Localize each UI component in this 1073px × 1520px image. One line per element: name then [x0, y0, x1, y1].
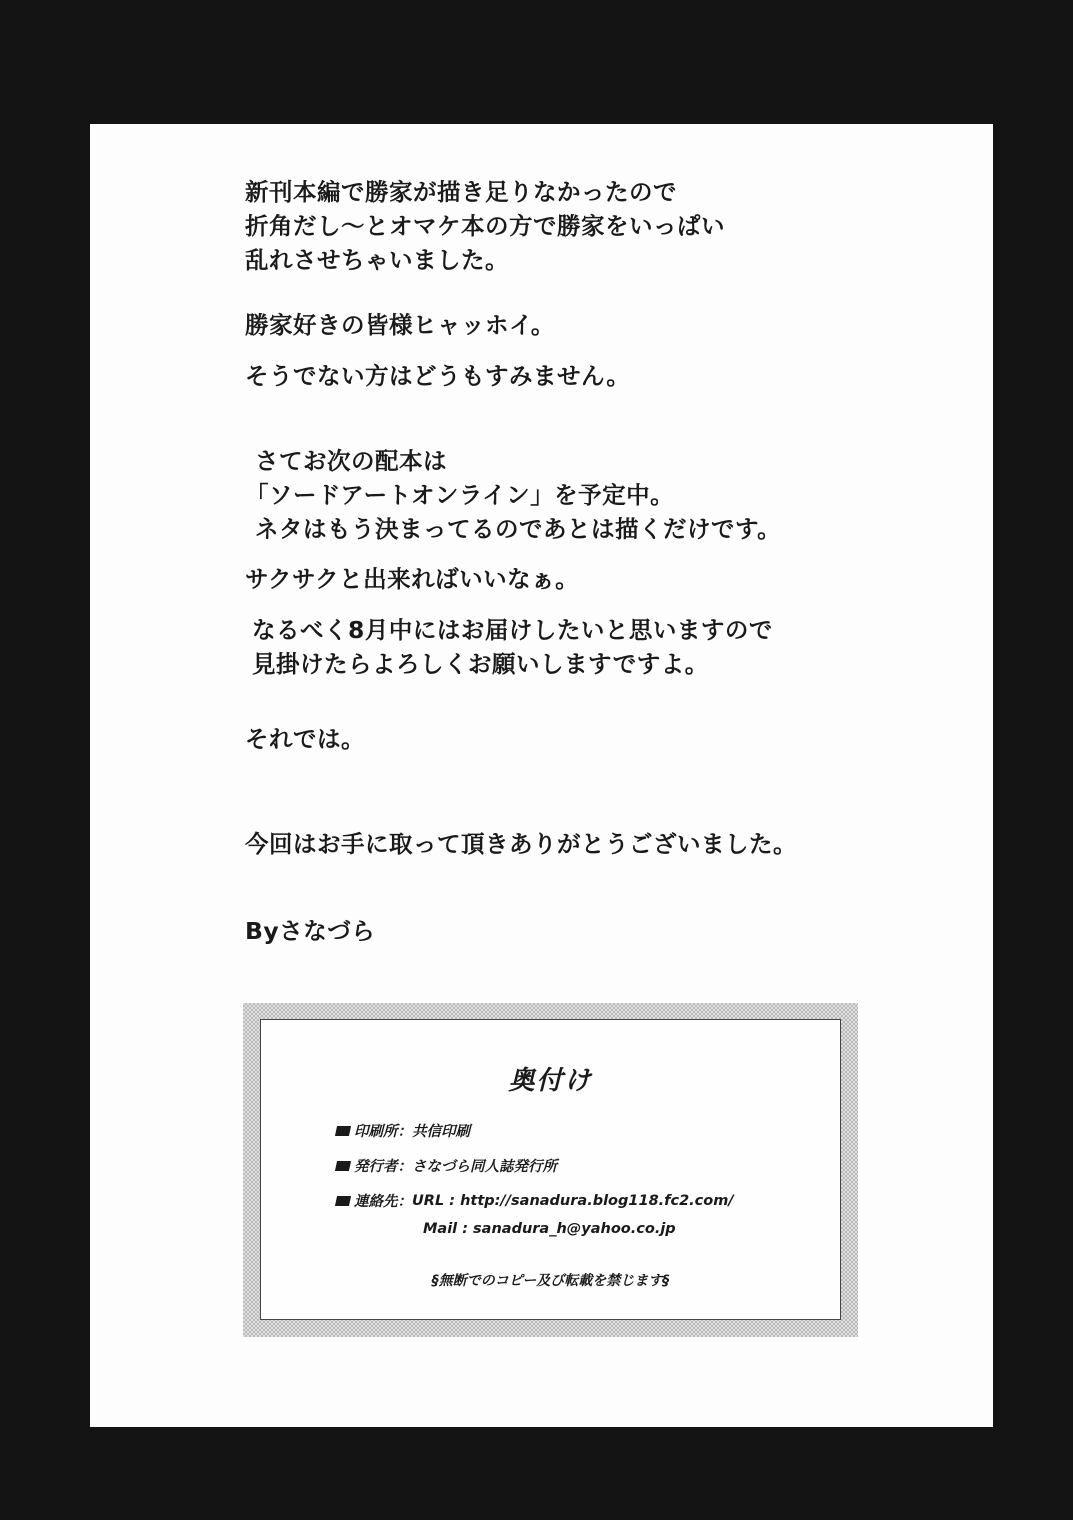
square-bullet-icon	[335, 1196, 351, 1206]
paragraph-6-line-1: なるべく8月中にはお届けしたいと思いますので	[252, 616, 773, 644]
paragraph-3: そうでない方はどうもすみません。	[245, 362, 631, 390]
paragraph-6-line-2: 見掛けたらよろしくお願いしますですよ。	[252, 650, 709, 678]
publisher-row	[336, 1155, 557, 1176]
contact-mail-row	[423, 1221, 676, 1237]
paragraph-6	[252, 613, 773, 681]
paragraph-4-line-2: 「ソードアートオンライン」を予定中。	[245, 481, 675, 509]
printer-label: 印刷所：	[354, 1124, 412, 1140]
printer-value: 共信印刷	[412, 1124, 470, 1140]
paragraph-4	[245, 444, 782, 546]
author-signature: Byさなづら	[245, 917, 376, 945]
contact-label: 連絡先：	[354, 1194, 412, 1210]
paragraph-8: 今回はお手に取って頂きありがとうございました。	[245, 830, 797, 858]
contact-mail: Mail : sanadura_h@yahoo.co.jp	[423, 1221, 676, 1237]
copyright-notice: §無断でのコピー及び転載を禁じます§	[431, 1273, 670, 1289]
publisher-value: さなづら同人誌発行所	[412, 1159, 557, 1175]
contact-row	[336, 1190, 734, 1211]
paragraph-5: サクサクと出来ればいいなぁ。	[245, 565, 580, 593]
paragraph-1-line-2: 折角だし～とオマケ本の方で勝家をいっぱい	[245, 212, 725, 240]
square-bullet-icon	[335, 1126, 351, 1136]
publisher-label: 発行者：	[354, 1159, 412, 1175]
paragraph-1-line-3: 乱れさせちゃいました。	[245, 246, 509, 274]
paragraph-2: 勝家好きの皆様ヒャッホイ。	[245, 311, 555, 339]
colophon-title: 奥付け	[508, 1066, 593, 1096]
paragraph-1-line-1: 新刊本編で勝家が描き足りなかったので	[245, 178, 677, 206]
paragraph-4-line-1: さてお次の配本は	[255, 447, 447, 475]
colophon-inner-panel	[260, 1019, 841, 1320]
square-bullet-icon	[335, 1161, 351, 1171]
paragraph-4-line-3: ネタはもう決まってるのであとは描くだけです。	[255, 515, 782, 543]
printer-row	[336, 1120, 470, 1141]
paragraph-7: それでは。	[245, 725, 365, 753]
contact-url: URL : http://sanadura.blog118.fc2.com/	[412, 1192, 734, 1209]
colophon-box	[243, 1003, 858, 1337]
paragraph-1	[245, 175, 725, 277]
